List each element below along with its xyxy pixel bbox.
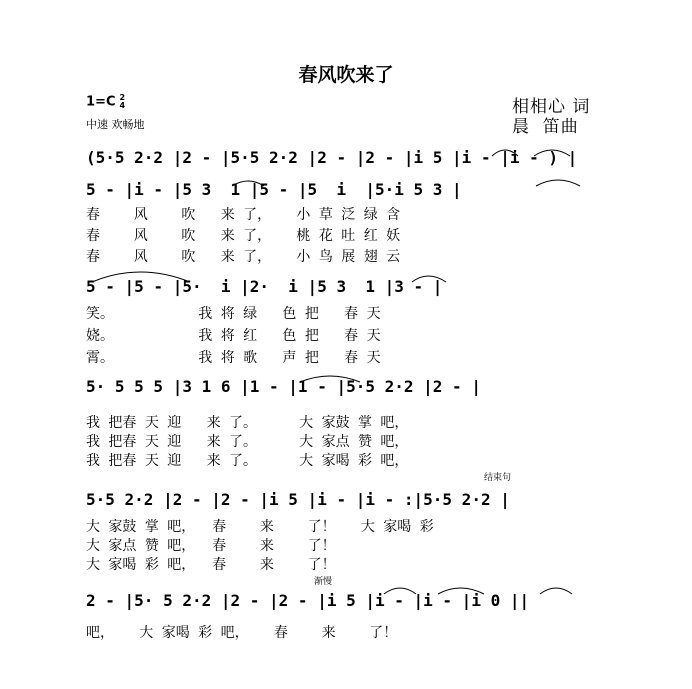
line5-notes: 2 - |5· 5 2·2 |2 - |2 - |i 5 |i - |i - |i 0 || bbox=[86, 591, 530, 610]
line5-lyric-1: 吧， 大 家喝 彩 吧， 春 来 了！ bbox=[86, 625, 398, 641]
intro-line: (5·5 2·2 |2 - |5·5 2·2 |2 - |2 - |i 5 |i - |i - ) | bbox=[86, 148, 578, 167]
line1-lyric-2: 春 风 吹 来 了， 桃 花 吐 红 妖 bbox=[86, 228, 401, 244]
line2-lyric-2: 娆。 我 将 红 色 把 春 天 bbox=[86, 328, 381, 344]
line4-lyric-2: 大 家点 赞 吧， 春 来 了！ bbox=[86, 538, 336, 554]
ending-phrase-marking: 结束句 bbox=[484, 473, 512, 483]
lyricist-credit: 相相心 词 bbox=[512, 97, 591, 117]
slur-arc bbox=[412, 276, 446, 282]
slur-arc bbox=[438, 588, 484, 594]
time-numerator: 2 bbox=[119, 93, 126, 102]
line4-lyric-1: 大 家鼓 掌 吧， 春 来 了！ 大 家喝 彩 bbox=[86, 519, 434, 535]
slur-arc bbox=[300, 376, 360, 382]
composer-credit: 晨 笛曲 bbox=[512, 117, 579, 137]
slur-arc bbox=[540, 588, 572, 594]
tempo-marking: 中速 欢畅地 bbox=[86, 118, 145, 131]
line2-lyric-1: 笑。 我 将 绿 色 把 春 天 bbox=[86, 306, 381, 322]
key-label: 1=C bbox=[86, 94, 116, 110]
slur-arc bbox=[536, 180, 580, 186]
line1-notes: 5 - |i - |5 3 1 |5 - |5 i |5·i 5 3 | bbox=[86, 180, 462, 199]
slur-arc bbox=[492, 150, 518, 156]
line4-lyric-3: 大 家喝 彩 吧， 春 来 了！ bbox=[86, 557, 336, 573]
line1-lyric-3: 春 风 吹 来 了， 小 鸟 展 翅 云 bbox=[86, 249, 401, 265]
slur-arc bbox=[92, 272, 190, 282]
line3-lyric-2: 我 把春 天 迎 来 了。 大 家点 赞 吧， bbox=[86, 434, 409, 450]
ritardando-marking: 渐慢 bbox=[314, 577, 333, 587]
line1-lyric-1: 春 风 吹 来 了， 小 草 泛 绿 含 bbox=[86, 207, 401, 223]
slur-arc bbox=[384, 588, 416, 594]
time-denominator: 4 bbox=[119, 101, 126, 110]
line2-notes: 5 - |5 - |5· i |2· i |5 3 1 |3 - | bbox=[86, 277, 443, 296]
song-title: 春风吹来了 bbox=[298, 64, 394, 86]
line3-lyric-1: 我 把春 天 迎 来 了。 大 家鼓 掌 吧， bbox=[86, 415, 409, 431]
line3-lyric-3: 我 把春 天 迎 来 了。 大 家喝 彩 吧， bbox=[86, 453, 409, 469]
slur-arc bbox=[534, 150, 570, 156]
line4-notes: 5·5 2·2 |2 - |2 - |i 5 |i - |i - :|5·5 2·2 | bbox=[86, 490, 510, 509]
line3-notes: 5· 5 5 5 |3 1 6 |1 - |1 - |5·5 2·2 |2 - | bbox=[86, 377, 481, 396]
line2-lyric-3: 霄。 我 将 歌 声 把 春 天 bbox=[86, 350, 381, 366]
slur-arc bbox=[232, 181, 264, 186]
